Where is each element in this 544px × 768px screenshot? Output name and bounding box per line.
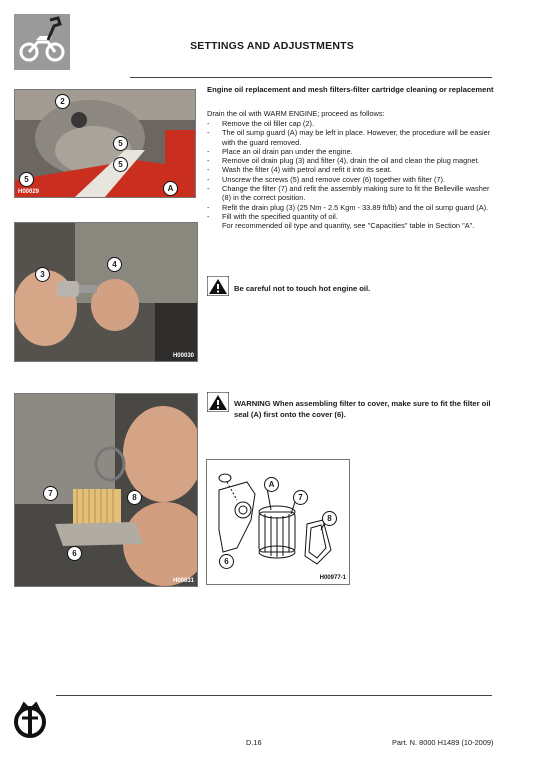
callout-5: 5	[113, 157, 128, 172]
warning-hot-oil: Be careful not to touch hot engine oil.	[234, 284, 371, 293]
figure-exploded-diagram	[206, 459, 350, 585]
list-item: - Refit the drain plug (3) (25 Nm - 2.5 Kgm - 33.89 ft/lb) and the oil sump guard (A).	[207, 202, 489, 212]
list-item: - Unscrew the screws (5) and remove cover (6) together with filter (7).	[207, 174, 446, 184]
callout-5: 5	[19, 172, 34, 187]
callout-7: 7	[293, 490, 308, 505]
warning-filter-seal: WARNING When assembling filter to cover, make sure to fit the filter oil seal (A) first onto the cover (6).	[234, 399, 491, 419]
callout-4: 4	[107, 257, 122, 272]
callout-6: 6	[219, 554, 234, 569]
list-item-note: For recommended oil type and quantity, see "Capacities" table in Section "A".	[222, 221, 475, 231]
brand-logo	[10, 700, 50, 740]
callout-A: A	[264, 477, 279, 492]
callout-2: 2	[55, 94, 70, 109]
list-item: - The oil sump guard (A) may be left in place. However, the procedure will be easier with the guard removed.	[207, 128, 491, 147]
callout-5: 5	[113, 136, 128, 151]
figure-code: H00030	[172, 353, 194, 359]
section-heading: Engine oil replacement and mesh filters-filter cartridge cleaning or replacement	[207, 85, 494, 94]
figure-drain-plug	[14, 222, 198, 362]
list-item: - Remove the oil filler cap (2).	[207, 119, 315, 128]
callout-8: 8	[127, 490, 142, 505]
figure-code: H00977-1	[319, 575, 346, 581]
figure-code: H00031	[172, 578, 194, 584]
figure-filter-cover	[14, 393, 198, 587]
part-number: Part. N. 8000 H1489 (10-2009)	[392, 738, 494, 747]
figure-engine-side	[14, 89, 196, 198]
list-item: - Place an oil drain pan under the engine.	[207, 146, 353, 156]
procedure-steps	[207, 119, 495, 231]
list-item: - Fill with the specified quantity of oil.	[207, 211, 338, 221]
footer-divider	[56, 695, 492, 696]
callout-3: 3	[35, 267, 50, 282]
callout-7: 7	[43, 486, 58, 501]
callout-6: 6	[67, 546, 82, 561]
callout-A: A	[163, 181, 178, 196]
warning-icon	[207, 392, 229, 412]
warning-icon	[207, 276, 229, 296]
list-item: - Wash the filter (4) with petrol and refit it into its seat.	[207, 165, 392, 175]
callout-8: 8	[322, 511, 337, 526]
page-number: D.16	[246, 738, 262, 747]
header-divider	[130, 77, 492, 78]
figure-code: H00029	[18, 189, 40, 195]
section-intro: Drain the oil with WARM ENGINE; proceed as follows:	[207, 109, 385, 118]
list-item: - Change the filter (7) and refit the assembly making sure to fit the Belleville washer (8) in the correct position.	[207, 184, 490, 203]
list-item: - Remove oil drain plug (3) and filter (4), drain the oil and clean the plug magnet.	[207, 156, 480, 166]
husqvarna-crown-icon	[10, 700, 50, 740]
page-title: SETTINGS AND ADJUSTMENTS	[190, 40, 354, 52]
